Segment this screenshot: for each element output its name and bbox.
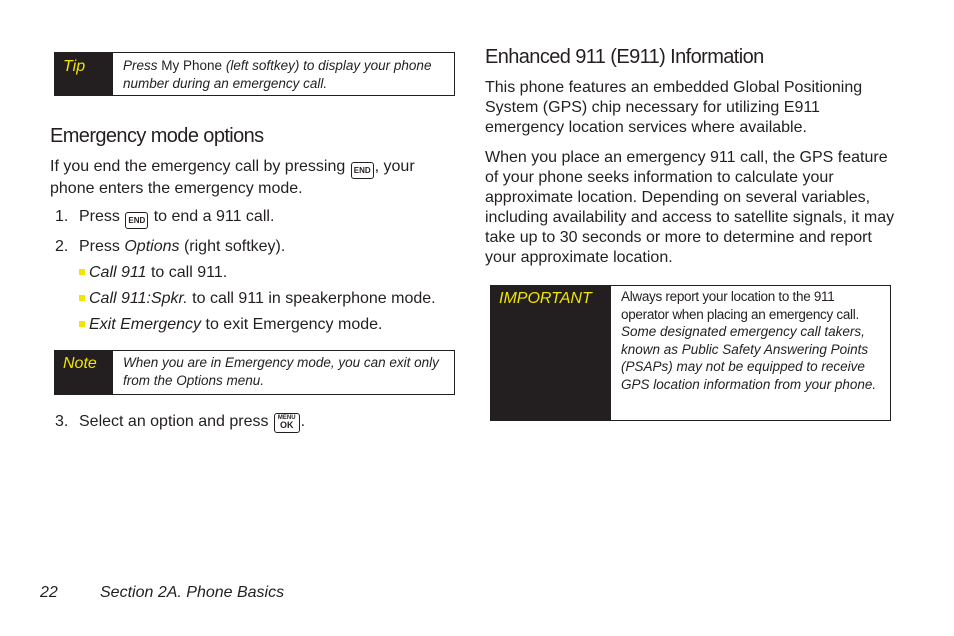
bullet-option: Exit Emergency: [89, 316, 202, 333]
note-label: Note: [55, 351, 113, 394]
emergency-mode-heading: Emergency mode options: [50, 125, 264, 147]
step-pre: Press: [79, 208, 120, 225]
bullet-icon: [79, 295, 85, 301]
menu-key-label: MENU: [277, 415, 296, 421]
tip-label: Tip: [55, 53, 113, 95]
intro-post: , your phone enters the emergency mode.: [50, 158, 415, 197]
important-text: [611, 286, 890, 420]
bullet-option: Call 911: [89, 264, 147, 281]
important-text-italic: Some designated emergency call takers, known as Public Safety Answering Points (PSAPs) may not be equipped to receive GPS location information from your phone.: [621, 324, 877, 392]
tip-post: (left softkey) to display your phone number during an emergency call.: [123, 58, 432, 91]
step-number: 3.: [55, 413, 69, 430]
tip-text: [113, 53, 454, 95]
bullet-text: to call 911.: [150, 264, 228, 281]
bullet-icon: [79, 269, 85, 275]
step-1: [55, 207, 274, 229]
note-text: When you are in Emergency mode, you can exit only from the Options menu.: [123, 355, 439, 388]
ok-key-label: OK: [280, 420, 294, 430]
menu-ok-key-icon: [274, 413, 300, 433]
tip-key: My Phone: [161, 58, 223, 73]
intro-pre: If you end the emergency call by pressing: [50, 158, 346, 175]
e911-heading: Enhanced 911 (E911) Information: [485, 46, 764, 68]
step-number: 1.: [55, 208, 69, 225]
end-key-icon: END: [125, 212, 148, 229]
page-number: 22: [40, 584, 58, 601]
important-text-plain: Always report your location to the 911 operator when placing an emergency call.: [621, 289, 859, 322]
end-key-icon: END: [351, 162, 374, 179]
emergency-intro: [50, 157, 440, 199]
options-softkey: Options: [124, 238, 180, 255]
bullet-icon: [79, 321, 85, 327]
step-pre: Select an option and press: [79, 413, 269, 430]
bullet-item: [79, 315, 382, 335]
step-number: 2.: [55, 238, 69, 255]
tip-box: [54, 52, 455, 96]
important-label: IMPORTANT: [491, 286, 611, 420]
note-box: [54, 350, 455, 395]
e911-paragraph-1: This phone features an embedded Global Positioning System (GPS) chip necessary for utilizing E911 emergency location services where available.: [485, 79, 863, 136]
step-post: .: [300, 413, 306, 430]
step-3: [55, 412, 305, 433]
bullet-text: to exit Emergency mode.: [205, 316, 383, 333]
step-post: (right softkey).: [183, 238, 286, 255]
tip-pre: Press: [123, 58, 158, 73]
step-2: [55, 237, 285, 257]
important-box: [490, 285, 891, 421]
bullet-item: [79, 289, 436, 309]
step-pre: Press: [79, 238, 120, 255]
bullet-option: Call 911:Spkr.: [89, 290, 188, 307]
bullet-text: to call 911 in speakerphone mode.: [192, 290, 436, 307]
section-title: Section 2A. Phone Basics: [100, 584, 285, 601]
e911-paragraph-2: When you place an emergency 911 call, the GPS feature of your phone seeks information to calculate your approximate location. Depending on several variables, including availability and access to satellite signals, it may take up to 30 seconds or more to determine and report your approximate location.: [485, 149, 895, 266]
step-post: to end a 911 call.: [153, 208, 275, 225]
bullet-item: [79, 263, 227, 283]
